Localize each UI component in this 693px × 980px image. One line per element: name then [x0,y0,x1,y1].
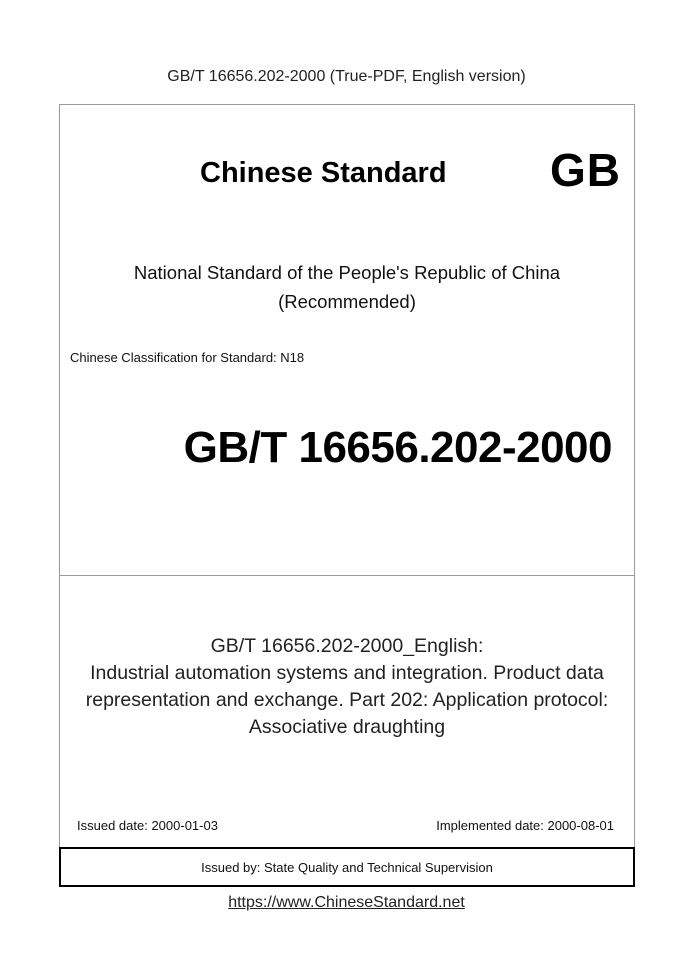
document-title [60,633,634,741]
doc-title-line: Industrial automation systems and integration. Product data [90,662,604,684]
classification-text: Chinese Classification for Standard: N18 [70,350,305,365]
standard-code: GB/T 16656.202-2000 [183,423,612,472]
cover-title: Chinese Standard [200,157,447,189]
issued-date: Issued date: 2000-01-03 [77,818,218,833]
subtitle-line-1: National Standard of the People's Republic of China [133,262,561,283]
cover-frame [59,104,635,886]
website-link[interactable]: https://www.ChineseStandard.net [228,894,465,911]
doc-title-line: GB/T 16656.202-2000_English: [210,635,484,657]
implemented-date: Implemented date: 2000-08-01 [436,818,614,833]
issued-by-text: Issued by: State Quality and Technical Supervision [201,860,493,875]
doc-title-line: Associative draughting [248,716,446,738]
issued-by-divider [59,847,635,849]
doc-title-line: representation and exchange. Part 202: Application protocol: [85,689,609,711]
subtitle-line-2: (Recommended) [278,291,416,312]
gb-mark: GB [550,144,621,196]
cover-subtitle [60,258,634,316]
section-divider [60,575,634,576]
page-header: GB/T 16656.202-2000 (True-PDF, English version) [167,68,526,85]
